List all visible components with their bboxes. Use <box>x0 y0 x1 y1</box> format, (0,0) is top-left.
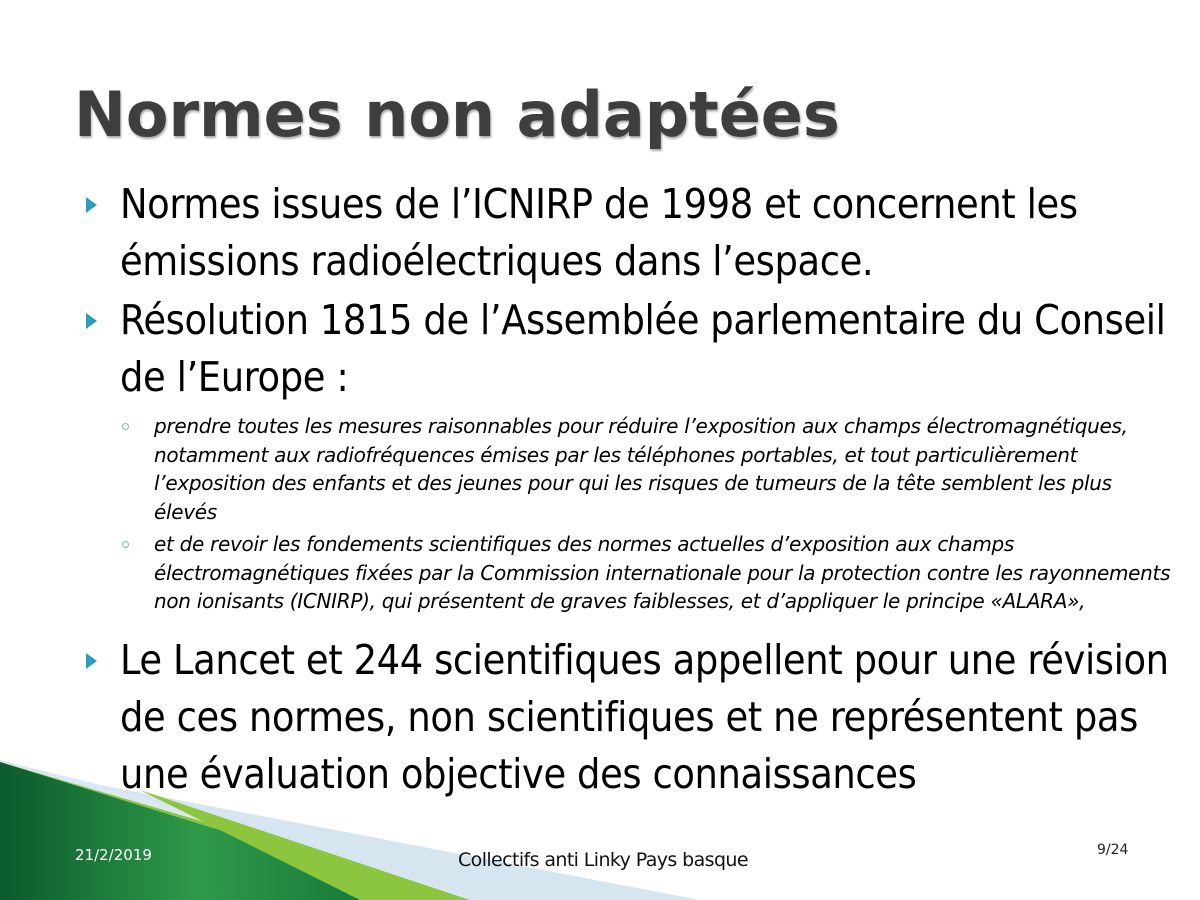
sub-bullet-text: prendre toutes les mesures raisonnables pour réduire l’exposition aux champs électromagnétiques, notamment aux radiofréquences émises par les téléphones portables, et tout particulièrement l’exposition des enfants et des jeunes pour qui les risques de tumeurs de la tête semblent les plus élevés <box>154 414 1128 524</box>
slide-title: Normes non adaptées <box>74 78 840 151</box>
bullet-text: Résolution 1815 de l’Assemblée parlementaire du Conseil de l’Europe : <box>120 296 1166 401</box>
triangle-bullet-icon <box>86 197 97 213</box>
footer-organization: Collectifs anti Linky Pays basque <box>458 849 748 871</box>
circle-bullet-icon <box>122 541 129 548</box>
circle-bullet-icon <box>122 423 129 430</box>
bullet-text: Normes issues de l’ICNIRP de 1998 et concernent les émissions radioélectriques dans l’espace. <box>120 180 1078 285</box>
bullet-lancet <box>78 632 1178 803</box>
triangle-bullet-icon <box>86 313 97 329</box>
bullet-text: Le Lancet et 244 scientifiques appellent pour une révision de ces normes, non scientifiques et ne représentent pas une évaluation objective des connaissances <box>120 635 1169 798</box>
footer-date: 21/2/2019 <box>75 846 152 864</box>
slide-number: 9/24 <box>1097 842 1129 858</box>
bullet-icnirp-1998 <box>78 176 1178 290</box>
sub-bullet-list <box>78 412 1178 616</box>
sub-bullet-text: et de revoir les fondements scientifiques des normes actuelles d’exposition aux champs électromagnétiques fixées par la Commission internationale pour la protection contre les rayonnements non ionisants (ICNIRP), qui présentent de graves faiblesses, et d’appliquer le principe «ALARA», <box>154 532 1171 613</box>
sub-bullet-reduce-exposure <box>118 412 1178 526</box>
slide-body <box>78 176 1178 805</box>
triangle-bullet-icon <box>86 653 97 669</box>
sub-bullet-review-standards <box>118 530 1178 616</box>
bullet-resolution-1815 <box>78 292 1178 406</box>
